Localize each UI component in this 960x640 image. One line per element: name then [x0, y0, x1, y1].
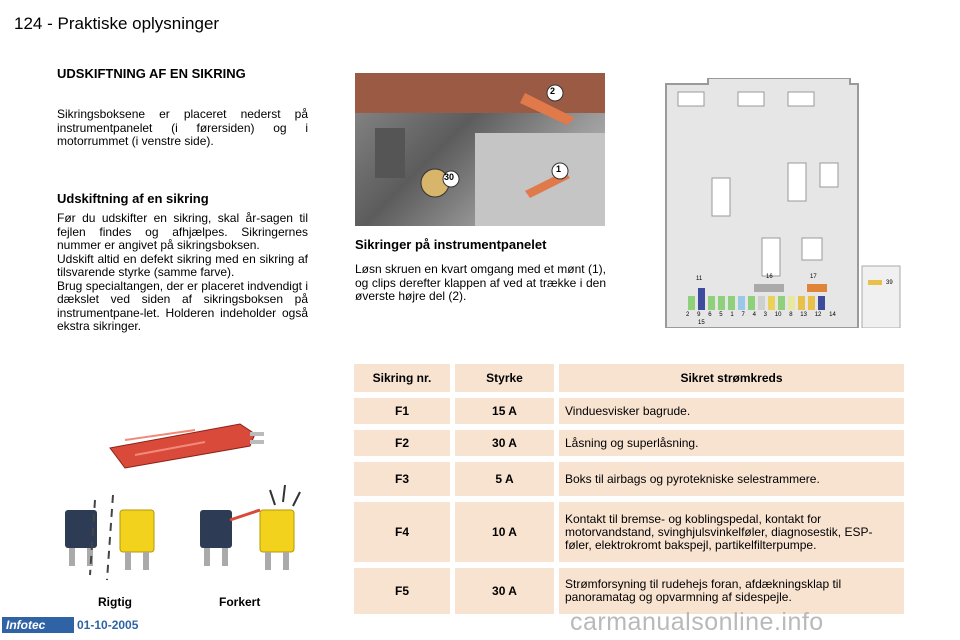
fuse-rating: 30 A — [455, 568, 559, 614]
fuse-circuit: Låsning og superlåsning. — [559, 430, 904, 456]
diagram-label-17: 17 — [810, 274, 817, 280]
fuse-rating: 10 A — [455, 502, 559, 562]
diagram-num: 3 — [763, 312, 767, 318]
fuse-table — [354, 358, 904, 620]
table-row — [354, 462, 904, 496]
fuse-puller-icon — [110, 424, 264, 468]
diagram-num: 7 — [741, 312, 745, 318]
fuse-number: F5 — [354, 568, 455, 614]
wrong-fuse-icon — [200, 485, 300, 570]
table-header-row — [354, 364, 904, 392]
diagram-label-11: 11 — [696, 276, 703, 282]
diagram-label-39: 39 — [886, 280, 893, 286]
fuse-number: F4 — [354, 502, 455, 562]
diagram-num: 5 — [719, 312, 723, 318]
diagram-num: 12 — [814, 312, 822, 318]
section-title-fuse-replacement: Udskiftning af en sikring — [57, 191, 209, 206]
diagram-label-16: 16 — [766, 274, 773, 280]
diagram-num: 8 — [789, 312, 793, 318]
table-row — [354, 398, 904, 424]
marker-1: 1 — [556, 164, 562, 174]
fuse-number: F3 — [354, 462, 455, 496]
label-wrong: Forkert — [219, 595, 261, 609]
fuse-rating: 5 A — [455, 462, 559, 496]
footer-date: 01-10-2005 — [77, 618, 139, 632]
diagram-num: 6 — [708, 312, 712, 318]
fuse-circuit: Kontakt til bremse- og koblingspedal, kontakt for motorvandstand, svinghjulsvinkelføler, diagnosestik, ESP-føler, elektrokromt bakspejl, partikelfilterpumpe. — [559, 502, 904, 562]
diagram-num: 4 — [752, 312, 756, 318]
section-title-replace-fuse: UDSKIFTNING AF EN SIKRING — [57, 66, 246, 81]
fuse-number: F1 — [354, 398, 455, 424]
fuse-circuit: Strømforsyning til rudehejs foran, afdækningsklap til panoramatag og opvarmning af sidespejle. — [559, 568, 904, 614]
infotec-logo: Infotec — [2, 617, 74, 633]
paragraph: Udskift altid en defekt sikring med en sikring af tilsvarende styrke (samme farve). — [57, 251, 308, 279]
page-title: - Praktiske oplysninger — [47, 14, 220, 33]
section-paragraphs — [57, 212, 308, 334]
label-correct: Rigtig — [98, 595, 132, 609]
dashboard-photo-drawing — [355, 73, 605, 226]
fuse-circuit: Vinduesvisker bagrude. — [559, 398, 904, 424]
table-row — [354, 502, 904, 562]
diagram-num: 13 — [800, 312, 807, 318]
page-header — [14, 14, 219, 34]
column-header-circuit: Sikret strømkreds — [559, 364, 904, 392]
section-text-open-cover: Løsn skruen en kvart omgang med et mønt (1), og clips derefter klappen af ved at trække i den øverste højre del (2). — [355, 262, 606, 303]
watermark: carmanualsonline.info — [570, 608, 824, 636]
marker-2: 2 — [550, 86, 556, 96]
section-title-dashboard-fuses: Sikringer på instrumentpanelet — [355, 237, 547, 252]
column-header-rating: Styrke — [455, 364, 559, 392]
diagram-num: 9 — [697, 312, 701, 318]
fuse-circuit: Boks til airbags og pyrotekniske selestrammere. — [559, 462, 904, 496]
diagram-num: 10 — [774, 312, 782, 318]
fusebox-outline — [662, 78, 902, 328]
diagram-num: 1 — [730, 312, 734, 318]
correct-fuse-icon — [65, 495, 154, 580]
paragraph: Brug specialtangen, der er placeret indvendigt i dækslet ved siden af sikringsboksen på instrumentpane-let. Holderen indeholder også ekstra sikringer. — [57, 278, 308, 333]
diagram-bottom-row — [686, 312, 836, 318]
fuse-rating: 15 A — [455, 398, 559, 424]
fusebox-diagram — [662, 78, 902, 328]
diagram-num: 2 — [686, 312, 690, 318]
dashboard-photo — [355, 73, 605, 226]
fuse-illustration — [55, 410, 315, 590]
section-text-fuse-location: Sikringsboksene er placeret nederst på instrumentpanelet (i førersiden) og i motorrummet (i venstre side). — [57, 107, 308, 148]
fuse-number: F2 — [354, 430, 455, 456]
diagram-label-15: 15 — [698, 320, 705, 326]
page-number: 124 — [14, 14, 43, 33]
paragraph: Før du udskifter en sikring, skal år-sagen til fejlen findes og afhjælpes. Sikringernes nummer er angivet på sikringsboksen. — [57, 211, 308, 252]
column-header-fuse-number: Sikring nr. — [354, 364, 455, 392]
table-row — [354, 430, 904, 456]
fuse-rating: 30 A — [455, 430, 559, 456]
diagram-num: 14 — [829, 312, 836, 318]
marker-30: 30 — [444, 172, 455, 182]
